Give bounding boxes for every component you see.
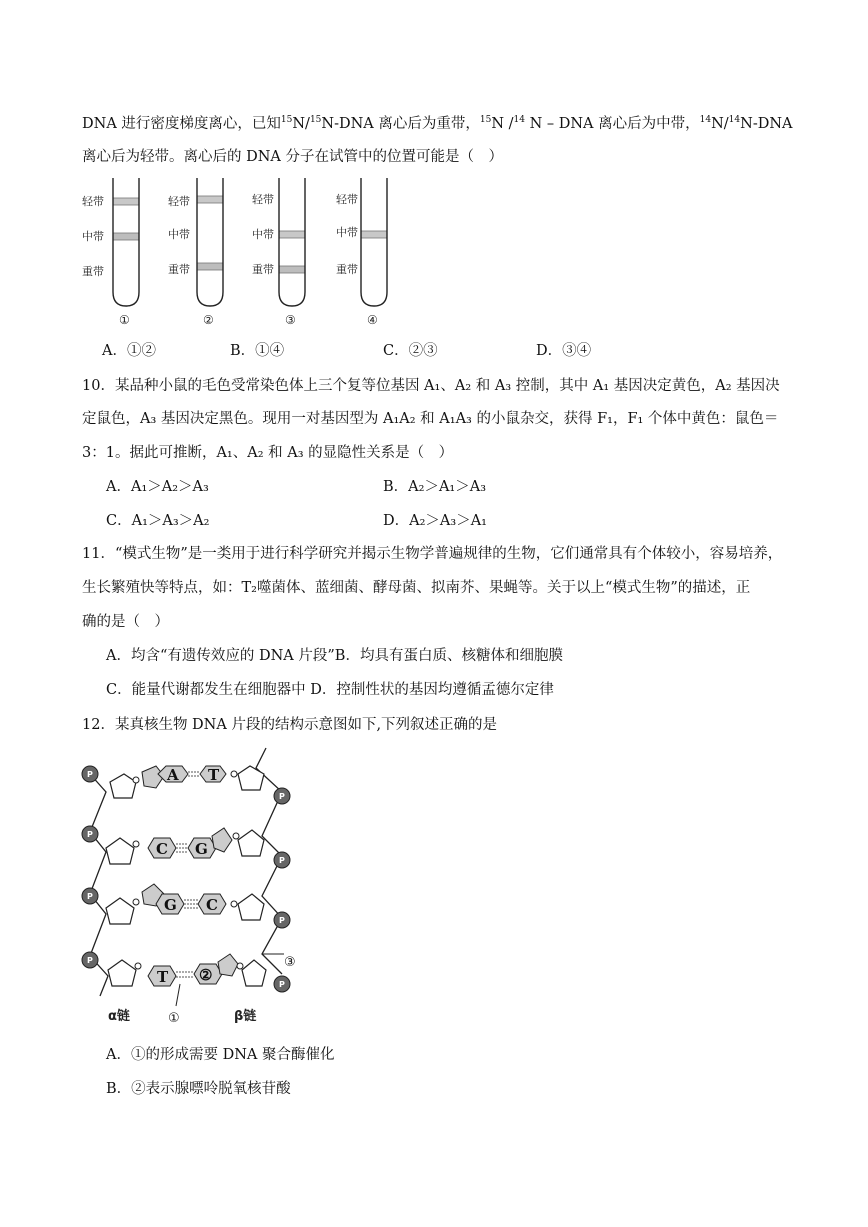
sugar-icon: [108, 960, 136, 986]
superscript: 14: [699, 115, 712, 126]
superscript: 14: [728, 115, 741, 126]
sugar-icon: [238, 766, 264, 790]
tube-3: [252, 178, 305, 327]
oxygen-icon: [231, 771, 237, 777]
pair-row-3: [106, 884, 264, 924]
oxygen-icon: [133, 899, 139, 905]
test-tubes-figure: [78, 172, 418, 328]
sugar-icon: [238, 894, 264, 920]
tube-label-heavy: 重带: [168, 263, 190, 276]
base-label: G: [164, 896, 177, 914]
band-middle: [279, 231, 305, 238]
phosphate-label: P: [87, 892, 93, 901]
sugar-icon: [242, 960, 266, 986]
base-label: G: [195, 840, 208, 858]
band-light: [113, 198, 139, 205]
oxygen-icon: [231, 901, 237, 907]
tube-outline: [113, 178, 139, 306]
tube-label-heavy: 重带: [252, 263, 274, 276]
tube-label-heavy: 重带: [336, 263, 358, 276]
tube-label-middle: 中带: [336, 226, 358, 239]
tube-label-light: 轻带: [252, 193, 274, 206]
tube-label-middle: 中带: [168, 228, 190, 241]
q9-text: DNA 进行密度梯度离心，已知: [82, 116, 281, 132]
oxygen-icon: [133, 777, 139, 783]
superscript: 15: [479, 115, 492, 126]
beta-chain-label: β链: [234, 1009, 257, 1024]
q9-text: N – DNA 离心后为中带，: [524, 116, 700, 132]
band-light: [197, 196, 223, 203]
q11-line-3: 确的是（ ）: [82, 614, 169, 630]
tube-4: [336, 178, 387, 327]
marker-1-leader: [176, 984, 180, 1006]
phosphate-label: P: [87, 956, 93, 965]
marker-1-label: ①: [168, 1011, 180, 1026]
dna-structure-diagram: [76, 744, 306, 1032]
superscript: 15: [280, 115, 293, 126]
q10-option-b: B．A₂＞A₁＞A₃: [383, 479, 487, 495]
phosphate-label: P: [87, 830, 93, 839]
tube-number: ②: [203, 313, 214, 327]
alpha-phosphates: [82, 766, 98, 968]
oxygen-icon: [133, 841, 139, 847]
sugar-icon: [110, 774, 136, 798]
marker-3-label: ③: [284, 955, 296, 970]
oxygen-icon: [233, 833, 239, 839]
tube-label-heavy: 重带: [82, 265, 104, 278]
q9-text: N/: [711, 116, 729, 132]
q9-line-2: 离心后为轻带。离心后的 DNA 分子在试管中的位置可能是（ ）: [82, 149, 504, 165]
q10-option-d: D．A₂＞A₃＞A₁: [383, 513, 487, 529]
q9-option-b: B．①④: [230, 343, 285, 359]
q9-line-1: [82, 114, 793, 134]
q12-line-1: 12．某真核生物 DNA 片段的结构示意图如下,下列叙述正确的是: [82, 717, 498, 733]
pair-row-1: [110, 766, 264, 798]
tube-outline: [361, 178, 387, 306]
phosphate-label: P: [279, 980, 285, 989]
base-label: C: [206, 896, 218, 914]
tube-number: ④: [367, 313, 378, 327]
tube-2: [168, 178, 223, 327]
base-label: T: [208, 766, 220, 784]
base-ring-icon: [212, 828, 232, 852]
tube-label-light: 轻带: [168, 195, 190, 208]
pair-row-4: [108, 954, 284, 986]
band-heavy: [197, 263, 223, 270]
q11-option-ab: A．均含“有遗传效应的 DNA 片段”B．均具有蛋白质、核糖体和细胞膜: [106, 648, 563, 664]
q11-option-cd: C．能量代谢都发生在细胞器中 D．控制性状的基因均遵循孟德尔定律: [106, 682, 554, 698]
base-ring-icon: [218, 954, 238, 976]
q11-line-2: 生长繁殖快等特点，如：T₂噬菌体、蓝细菌、酵母菌、拟南芥、果蝇等。关于以上“模式生物”的描述，正: [82, 580, 751, 596]
q12-option-b: B．②表示腺嘌呤脱氧核苷酸: [106, 1081, 291, 1097]
phosphate-label: P: [87, 770, 93, 779]
tube-label-light: 轻带: [336, 193, 358, 206]
base-label: T: [157, 968, 169, 986]
tube-label-middle: 中带: [252, 228, 274, 241]
sugar-icon: [238, 830, 264, 856]
phosphate-label: P: [279, 856, 285, 865]
tube-number: ①: [119, 313, 130, 327]
band-middle: [361, 231, 387, 238]
sugar-icon: [106, 838, 134, 864]
q10-line-3: 3：1。据此可推断，A₁、A₂ 和 A₃ 的显隐性关系是（ ）: [82, 445, 454, 461]
q9-option-d: D．③④: [536, 343, 592, 359]
q9-text: N/: [292, 116, 310, 132]
superscript: 14: [513, 115, 525, 126]
tube-number: ③: [285, 313, 296, 327]
marker-2-label: ②: [199, 966, 213, 984]
alpha-chain-label: α链: [108, 1009, 130, 1024]
q11-line-1: 11．“模式生物”是一类用于进行科学研究并揭示生物学普遍规律的生物，它们通常具有个体较小，容易培养，: [82, 546, 783, 562]
q10-line-2: 定鼠色，A₃ 基因决定黑色。现用一对基因型为 A₁A₂ 和 A₁A₃ 的小鼠杂交，获得 F₁，F₁ 个体中黄色：鼠色＝: [82, 411, 779, 427]
tube-1: [82, 178, 139, 327]
tube-label-light: 轻带: [82, 195, 104, 208]
base-label: C: [156, 840, 168, 858]
superscript: 15: [309, 115, 322, 126]
q9-option-c: C．②③: [383, 343, 438, 359]
pair-row-2: [106, 828, 264, 864]
q10-line-1: 10．某品种小鼠的毛色受常染色体上三个复等位基因 A₁、A₂ 和 A₃ 控制，其中 A₁ 基因决定黄色，A₂ 基因决: [82, 378, 780, 394]
oxygen-icon: [135, 963, 141, 969]
q9-text: N-DNA 离心后为重带，: [321, 116, 480, 132]
q9-text: N-DNA: [740, 116, 793, 132]
tube-label-middle: 中带: [82, 230, 104, 243]
phosphate-label: P: [279, 916, 285, 925]
tube-outline: [279, 178, 305, 306]
band-middle: [113, 233, 139, 240]
q9-text: N /: [491, 116, 514, 132]
q10-option-a: A．A₁＞A₂＞A₃: [106, 479, 209, 495]
q12-option-a: A．①的形成需要 DNA 聚合酶催化: [106, 1047, 335, 1063]
base-label: A: [167, 766, 179, 784]
q9-option-a: A．①②: [102, 343, 156, 359]
q10-option-c: C．A₁＞A₃＞A₂: [106, 513, 210, 529]
band-heavy: [279, 266, 305, 273]
oxygen-icon: [237, 963, 243, 969]
phosphate-label: P: [279, 792, 285, 801]
sugar-icon: [106, 898, 134, 924]
